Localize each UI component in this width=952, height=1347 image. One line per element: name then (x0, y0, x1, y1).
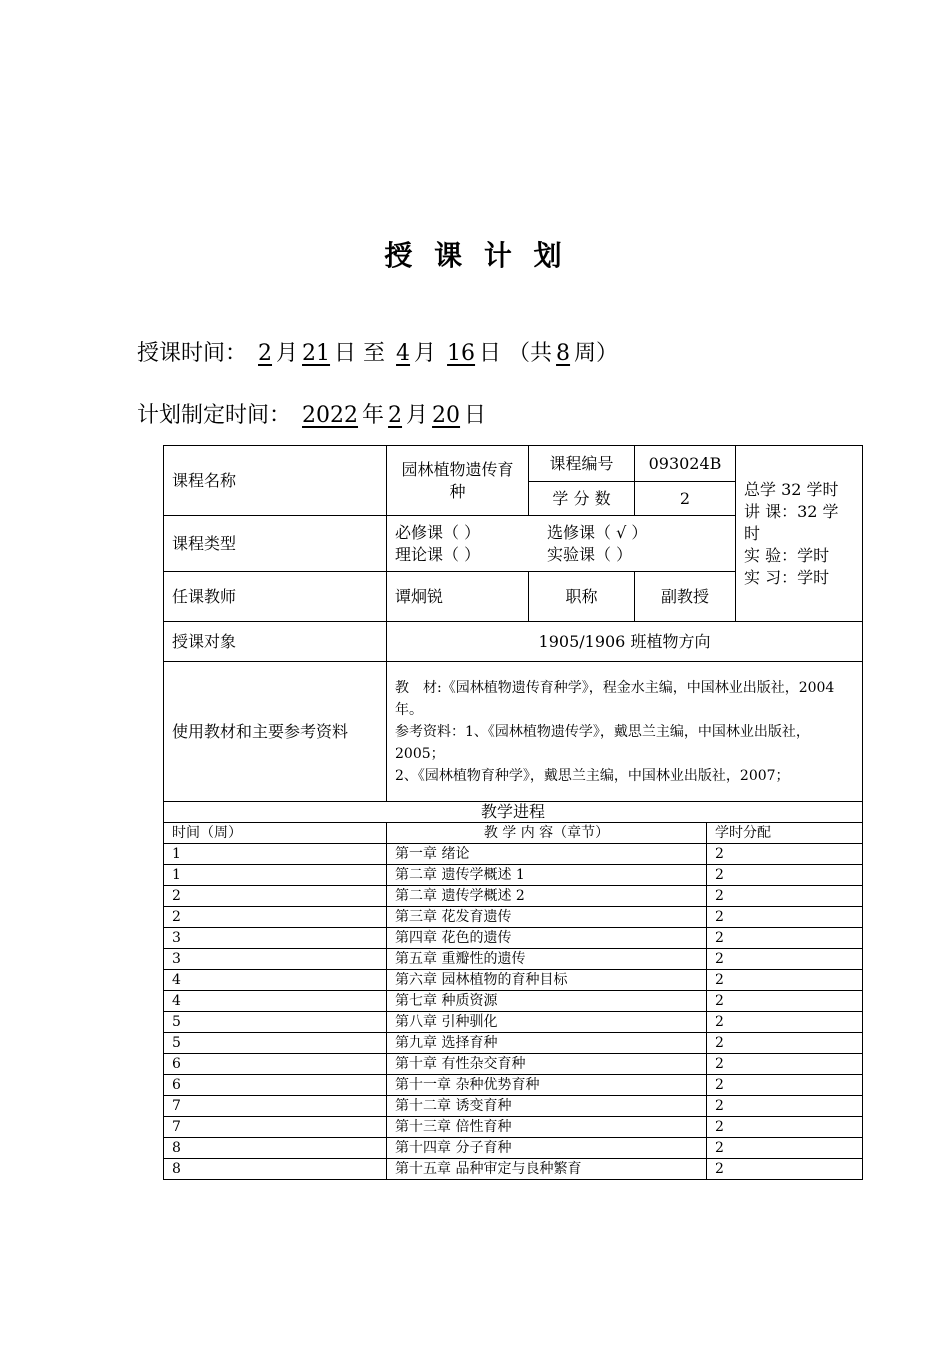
required-option: 必修课（ ） (395, 522, 481, 542)
row-content: 第九章 选择育种 (387, 1033, 707, 1054)
table-row (164, 991, 863, 1012)
credit-value: 2 (635, 482, 736, 516)
progress-title: 教学进程 (164, 802, 863, 823)
row-hours: 2 (707, 949, 863, 970)
row-week: 8 (164, 1159, 387, 1180)
plan-date-label: 计划制定时间： (137, 403, 292, 428)
row-week: 1 (164, 865, 387, 886)
plan-day: 20 (432, 403, 461, 428)
table-row (164, 928, 863, 949)
course-code-label: 课程编号 (529, 446, 635, 482)
row-hours: 2 (707, 1054, 863, 1075)
row-week: 3 (164, 949, 387, 970)
row-hours: 2 (707, 886, 863, 907)
elective-option: 选修课（ √ ） (547, 522, 648, 542)
table-row (164, 1117, 863, 1138)
row-content: 第二章 遗传学概述 1 (387, 865, 707, 886)
row-week: 2 (164, 886, 387, 907)
plan-month: 2 (388, 403, 403, 428)
row-hours: 2 (707, 907, 863, 928)
row-content: 第三章 花发育遗传 (387, 907, 707, 928)
month-text: 月 (276, 341, 299, 366)
row-content: 第五章 重瓣性的遗传 (387, 949, 707, 970)
row-hours: 2 (707, 865, 863, 886)
materials-value (387, 662, 863, 802)
plan-date-line (137, 398, 486, 429)
hours-lab: 实 验：学时 (744, 545, 830, 565)
row-week: 5 (164, 1012, 387, 1033)
row-hours: 2 (707, 1117, 863, 1138)
teacher-label: 任课教师 (164, 572, 387, 622)
materials-line-3: 2、《园林植物育种学》，戴思兰主编，中国林业出版社，2007； (395, 767, 790, 784)
schedule-label: 授课时间： (137, 341, 248, 366)
weeks-suffix: 周） (574, 341, 619, 366)
year-suffix: 年 (362, 403, 385, 428)
start-month: 2 (258, 341, 273, 366)
row-hours: 2 (707, 1096, 863, 1117)
page-title: 授 课 计 划 (384, 239, 568, 272)
row-week: 6 (164, 1075, 387, 1096)
materials-label: 使用教材和主要参考资料 (164, 662, 387, 802)
credit-label: 学 分 数 (529, 482, 635, 516)
table-row (164, 1138, 863, 1159)
table-row (164, 865, 863, 886)
progress-table (163, 801, 863, 1180)
table-row (164, 1054, 863, 1075)
row-week: 8 (164, 1138, 387, 1159)
row-content: 第一章 绪论 (387, 844, 707, 865)
course-type-options (387, 516, 736, 572)
schedule-line (137, 336, 618, 367)
row-hours: 2 (707, 1075, 863, 1096)
table-row (164, 1075, 863, 1096)
month-suffix: 月 (406, 403, 429, 428)
row-week: 6 (164, 1054, 387, 1075)
row-week: 5 (164, 1033, 387, 1054)
table-row (164, 949, 863, 970)
row-week: 7 (164, 1117, 387, 1138)
row-week: 1 (164, 844, 387, 865)
row-content: 第十二章 诱变育种 (387, 1096, 707, 1117)
rank-value: 副教授 (635, 572, 736, 622)
table-row (164, 844, 863, 865)
teacher-value: 谭炯锐 (387, 572, 529, 622)
materials-line-2: 参考资料：1、《园林植物遗传学》，戴思兰主编，中国林业出版社，2005； (395, 723, 810, 762)
row-content: 第十章 有性杂交育种 (387, 1054, 707, 1075)
table-row (164, 1033, 863, 1054)
total-text: 日 （共 (479, 341, 553, 366)
row-hours: 2 (707, 1159, 863, 1180)
plan-year: 2022 (302, 403, 359, 428)
course-info-table (163, 445, 863, 802)
end-day: 16 (447, 341, 476, 366)
course-type-label: 课程类型 (164, 516, 387, 572)
row-content: 第二章 遗传学概述 2 (387, 886, 707, 907)
table-row (164, 1159, 863, 1180)
row-week: 4 (164, 970, 387, 991)
day-suffix: 日 (464, 403, 487, 428)
hours-practice: 实 习：学时 (744, 567, 830, 587)
weeks-count: 8 (556, 341, 571, 366)
row-week: 7 (164, 1096, 387, 1117)
row-hours: 2 (707, 1012, 863, 1033)
row-week: 4 (164, 991, 387, 1012)
row-content: 第十一章 杂种优势育种 (387, 1075, 707, 1096)
row-hours: 2 (707, 1138, 863, 1159)
course-name-value: 园林植物遗传育种 (387, 446, 529, 516)
header-week: 时间（周） (164, 823, 387, 844)
table-row (164, 1096, 863, 1117)
row-hours: 2 (707, 1033, 863, 1054)
audience-value: 1905/1906 班植物方向 (387, 622, 863, 662)
table-row (164, 970, 863, 991)
header-content: 教 学 内 容（章节） (387, 823, 707, 844)
row-week: 3 (164, 928, 387, 949)
start-day: 21 (302, 341, 331, 366)
audience-label: 授课对象 (164, 622, 387, 662)
table-row (164, 907, 863, 928)
row-hours: 2 (707, 928, 863, 949)
materials-line-1: 教 材:《园林植物遗传育种学》，程金水主编，中国林业出版社，2004 年。 (395, 679, 835, 718)
row-content: 第十四章 分子育种 (387, 1138, 707, 1159)
end-month: 4 (396, 341, 411, 366)
row-content: 第四章 花色的遗传 (387, 928, 707, 949)
row-content: 第八章 引种驯化 (387, 1012, 707, 1033)
header-hours: 学时分配 (707, 823, 863, 844)
month-text: 月 (414, 341, 437, 366)
row-week: 2 (164, 907, 387, 928)
row-content: 第十五章 品种审定与良种繁育 (387, 1159, 707, 1180)
rank-label: 职称 (529, 572, 635, 622)
course-name-label: 课程名称 (164, 446, 387, 516)
row-content: 第十三章 倍性育种 (387, 1117, 707, 1138)
row-content: 第六章 园林植物的育种目标 (387, 970, 707, 991)
hours-lecture: 讲 课：32 学时 (744, 501, 839, 543)
row-hours: 2 (707, 991, 863, 1012)
row-hours: 2 (707, 844, 863, 865)
table-row (164, 886, 863, 907)
theory-option: 理论课（ ） (395, 544, 481, 564)
course-code-value: 093024B (635, 446, 736, 482)
hours-total: 总学 32 学时 (744, 479, 839, 499)
hours-cell (736, 446, 863, 622)
row-content: 第七章 种质资源 (387, 991, 707, 1012)
row-hours: 2 (707, 970, 863, 991)
experiment-option: 实验课（ ） (547, 544, 633, 564)
to-text: 日 至 (334, 341, 386, 366)
table-row (164, 1012, 863, 1033)
